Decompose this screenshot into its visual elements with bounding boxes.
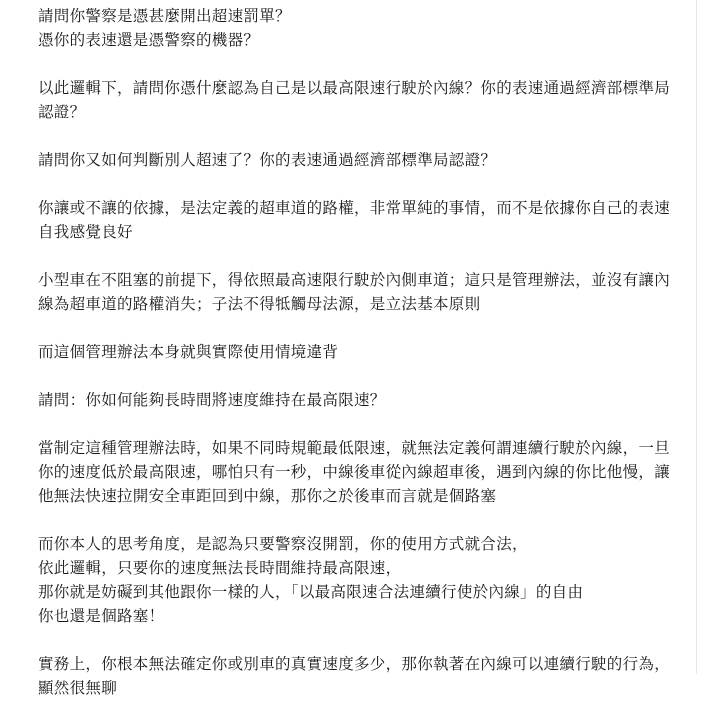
- paragraph-1: 請問你警察是憑甚麼開出超速罰單？ 憑你的表速還是憑警察的機器？: [38, 7, 291, 49]
- paragraph-7: 請問：你如何能夠長時間將速度維持在最高限速？: [38, 391, 386, 409]
- paragraph-3: 請問你又如何判斷別人超速了？你的表速通過經濟部標準局認證？: [38, 151, 497, 169]
- paragraph-9: 而你本人的思考角度，是認為只要警察沒開罰，你的使用方式就合法， 依此邏輯，只要你的速度無法長時間維持最高限速， 那你就是妨礙到其他跟你一樣的人，「以最高限速合法連續行使於內線」的自由 你也還是個路塞！: [38, 535, 584, 625]
- content-divider: [696, 0, 697, 674]
- paragraph-10: 實務上，你根本無法確定你或別車的真實速度多少，那你執著在內線可以連續行駛的行為， 顯然很無聊: [38, 655, 671, 697]
- paragraph-4: 你讓或不讓的依據，是法定義的超車道的路權，非常單純的事情，而不是依據你自己的表速 自我感覺良好: [38, 199, 671, 241]
- paragraph-2: 以此邏輯下，請問你憑什麼認為自己是以最高限速行駛於內線？你的表速通過經濟部標準局 認證？: [38, 79, 671, 121]
- post-body: [38, 4, 674, 724]
- paragraph-8: 當制定這種管理辦法時，如果不同時規範最低限速，就無法定義何謂連續行駛於內線，一旦 你的速度低於最高限速，哪怕只有一秒，中線後車從內線超車後，遇到內線的你比他慢，讓 他無法快速拉開安全車距回到中線，那你之於後車而言就是個路塞: [38, 439, 671, 505]
- paragraph-5: 小型車在不阻塞的前提下，得依照最高速限行駛於內側車道；這只是管理辦法，並沒有讓內 線為超車道的路權消失；子法不得牴觸母法源，是立法基本原則: [38, 271, 671, 313]
- paragraph-6: 而這個管理辦法本身就與實際使用情境違背: [38, 343, 339, 361]
